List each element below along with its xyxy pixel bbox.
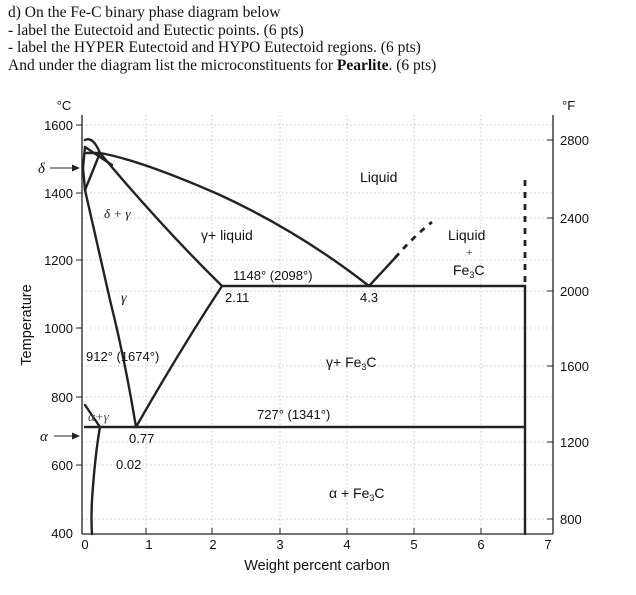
question-line-3: - label the HYPER Eutectoid and HYPO Eutectoid regions. (6 pts): [8, 39, 421, 56]
left-tick-labels: [44, 98, 73, 541]
alpha-arrow-head: [72, 433, 80, 440]
label-gamma-liquid: γ+ liquid: [201, 227, 253, 243]
y-tick-1000: 1000: [44, 321, 73, 336]
label-liquid-fe3c-fe3c: [453, 262, 484, 280]
y-tick-1400: 1400: [44, 186, 73, 201]
delta-marker: δ: [38, 161, 45, 177]
alpha-marker: α: [40, 429, 48, 445]
x-tick-1: 1: [145, 537, 153, 552]
label-gamma-fe3c-sub: 3: [361, 362, 367, 372]
y-tick-1600: 1600: [44, 118, 73, 133]
y-tick-1200: 1200: [44, 253, 73, 268]
y-tick-400: 400: [51, 526, 73, 541]
liquidus-right: [369, 258, 395, 286]
label-liquid-fe3c-plus: +: [466, 247, 473, 259]
label-liquid: Liquid: [360, 169, 398, 185]
f-tick-2800: 2800: [560, 133, 589, 148]
label-gamma-fe3c: [326, 354, 377, 372]
x-tick-7: 7: [544, 537, 552, 552]
question-line-4-suffix: . (6 pts): [388, 56, 437, 74]
f-tick-2000: 2000: [560, 284, 589, 299]
right-tick-labels: [560, 98, 589, 527]
label-liquid-fe3c-fe: Fe: [453, 262, 470, 278]
x-tick-6: 6: [477, 537, 485, 552]
question-line-4-prefix: And under the diagram list the microconstituents for: [8, 56, 337, 74]
f-tick-1200: 1200: [560, 435, 589, 450]
label-0-02: 0.02: [116, 457, 142, 472]
axes-frame: [82, 115, 553, 534]
left-ticks: [76, 125, 82, 465]
label-eutectic-temp: 1148° (2098°): [233, 268, 313, 283]
label-2-11: 2.11: [225, 290, 250, 305]
left-unit: °C: [56, 98, 72, 113]
label-liquid-fe3c-c: C: [474, 262, 485, 278]
delta-arrow-head: [72, 165, 80, 172]
x-tick-2: 2: [209, 537, 217, 552]
question-line-1: d) On the Fe-C binary phase diagram below: [8, 4, 281, 21]
f-tick-800: 800: [560, 512, 582, 527]
question-line-2: - label the Eutectoid and Eutectic points. (6 pts): [8, 21, 304, 39]
alpha-solvus: [92, 427, 101, 534]
y-tick-600: 600: [51, 458, 73, 473]
gridlines: [82, 115, 553, 534]
label-0-77: 0.77: [129, 431, 155, 446]
x-tick-3: 3: [276, 537, 284, 552]
x-tick-4: 4: [343, 537, 351, 552]
bottom-tick-labels: [81, 537, 551, 552]
label-alpha-fe3c-main: α + Fe: [329, 485, 370, 501]
label-gamma-fe3c-c: C: [366, 354, 377, 370]
label-alpha-fe3c-sub: 3: [369, 493, 375, 503]
label-delta-gamma: δ + γ: [104, 206, 131, 221]
label-gamma: γ: [121, 291, 127, 306]
x-tick-5: 5: [410, 537, 418, 552]
label-912: 912° (1674°): [86, 349, 160, 364]
label-eutectoid-temp: 727° (1341°): [257, 407, 331, 422]
liquidus-dashed: [395, 222, 432, 258]
label-alpha-fe3c-c: C: [374, 485, 385, 501]
a3-line: [85, 190, 136, 427]
x-tick-0: 0: [81, 537, 89, 552]
label-4-3: 4.3: [360, 290, 379, 305]
label-gamma-fe3c-main: γ+ Fe: [326, 354, 362, 370]
phase-boundaries: [83, 139, 525, 534]
y-tick-800: 800: [51, 390, 73, 405]
f-tick-1600: 1600: [560, 359, 589, 374]
right-unit: °F: [562, 98, 576, 113]
delta-solvus: [85, 153, 100, 190]
x-axis-title: Weight percent carbon: [244, 558, 390, 574]
f-tick-2400: 2400: [560, 211, 589, 226]
label-liquid-fe3c-1: Liquid: [448, 227, 486, 243]
bottom-ticks: [146, 528, 481, 534]
label-liquid-fe3c-sub: 3: [469, 270, 475, 280]
label-alpha-gamma: α+γ: [88, 409, 109, 424]
y-axis-title: Temperature: [19, 284, 35, 366]
question-pearlite: Pearlite: [336, 56, 389, 74]
label-alpha-fe3c: [329, 485, 385, 503]
right-ticks: [547, 140, 553, 519]
